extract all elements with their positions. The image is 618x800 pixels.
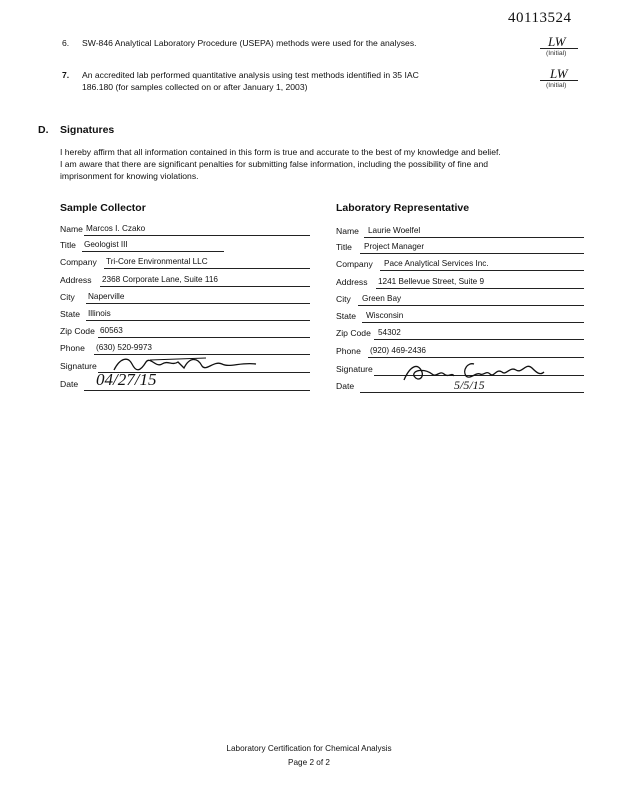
lab-date-line xyxy=(360,392,584,393)
lab-address-value: 1241 Bellevue Street, Suite 9 xyxy=(378,277,485,286)
collector-title-line xyxy=(82,251,224,252)
collector-address-label: Address xyxy=(60,275,92,285)
collector-name-line xyxy=(84,235,310,236)
collector-date-value: 04/27/15 xyxy=(96,370,157,389)
sample-collector-heading: Sample Collector xyxy=(60,202,146,214)
collector-zip-line xyxy=(98,337,310,338)
footer-page-number: Page 2 of 2 xyxy=(288,758,330,767)
collector-zip-value: 60563 xyxy=(100,326,123,335)
lab-name-label: Name xyxy=(336,226,359,236)
item-7-text-line1: An accredited lab performed quantitative analysis using test methods identified in 35 IAC xyxy=(82,70,419,80)
footer-title: Laboratory Certification for Chemical Analysis xyxy=(226,744,392,753)
collector-date-line xyxy=(84,390,310,391)
item-6-initials: LW xyxy=(548,34,566,49)
lab-name-value: Laurie Woelfel xyxy=(368,226,421,235)
collector-state-label: State xyxy=(60,309,81,319)
lab-company-label: Company xyxy=(336,259,373,269)
lab-state-line xyxy=(362,322,584,323)
collector-zip-label: Zip Code xyxy=(60,326,95,336)
lab-phone-label: Phone xyxy=(336,346,361,356)
lab-zip-value: 54302 xyxy=(378,328,401,337)
lab-date-value: 5/5/15 xyxy=(454,378,485,392)
lab-signature-label: Signature xyxy=(336,364,373,374)
collector-state-line xyxy=(86,320,310,321)
document-number-stamp: 40113524 xyxy=(508,10,572,26)
collector-name-value: Marcos I. Czako xyxy=(86,224,146,233)
collector-title-value: Geologist III xyxy=(84,240,128,249)
lab-company-value: Pace Analytical Services Inc. xyxy=(384,259,489,268)
collector-address-line xyxy=(100,286,310,287)
collector-company-label: Company xyxy=(60,257,97,267)
affirmation-line-3: imprisonment for knowing violations. xyxy=(60,171,199,181)
item-6-initial-label: (Initial) xyxy=(546,50,567,57)
lab-representative-heading: Laboratory Representative xyxy=(336,202,470,214)
lab-address-line xyxy=(376,288,584,289)
item-6-text: SW-846 Analytical Laboratory Procedure (USEPA) methods were used for the analyses. xyxy=(82,38,417,48)
lab-address-label: Address xyxy=(336,277,368,287)
item-7-number: 7. xyxy=(62,70,70,80)
item-7-initial-line xyxy=(540,80,578,81)
lab-state-label: State xyxy=(336,311,357,321)
lab-company-line xyxy=(380,270,584,271)
collector-address-value: 2368 Corporate Lane, Suite 116 xyxy=(102,275,218,284)
collector-city-label: City xyxy=(60,292,75,302)
lab-name-line xyxy=(364,237,584,238)
section-d-title: Signatures xyxy=(60,124,115,136)
item-7-initial-label: (Initial) xyxy=(546,82,567,89)
collector-title-label: Title xyxy=(60,240,76,250)
lab-city-value: Green Bay xyxy=(362,294,402,303)
lab-zip-label: Zip Code xyxy=(336,328,371,338)
lab-title-value: Project Manager xyxy=(364,242,425,251)
lab-city-line xyxy=(358,305,584,306)
collector-signature-label: Signature xyxy=(60,361,97,371)
collector-date-label: Date xyxy=(60,379,79,389)
item-7-text-line2: 186.180 (for samples collected on or after January 1, 2003) xyxy=(82,82,308,92)
lab-city-label: City xyxy=(336,294,351,304)
affirmation-line-2: I am aware that there are significant penalties for submitting false information, including the possibility of fine and xyxy=(60,159,489,169)
lab-title-line xyxy=(360,253,584,254)
lab-date-label: Date xyxy=(336,381,355,391)
item-6-number: 6. xyxy=(62,38,70,48)
collector-city-line xyxy=(86,303,310,304)
item-7-initials: LW xyxy=(550,66,568,81)
item-6-initial-line xyxy=(540,48,578,49)
collector-name-label: Name xyxy=(60,224,83,234)
collector-state-value: Illinois xyxy=(88,309,111,318)
collector-company-value: Tri-Core Environmental LLC xyxy=(106,257,208,266)
affirmation-line-1: I hereby affirm that all information contained in this form is true and accurate to the best of my knowledge and belief. xyxy=(60,147,501,157)
lab-zip-line xyxy=(374,339,584,340)
collector-company-line xyxy=(104,268,310,269)
lab-title-label: Title xyxy=(336,242,352,252)
collector-phone-label: Phone xyxy=(60,343,85,353)
lab-state-value: Wisconsin xyxy=(366,311,404,320)
collector-city-value: Naperville xyxy=(88,292,125,301)
collector-phone-value: (630) 520-9973 xyxy=(96,343,152,352)
lab-phone-value: (920) 469-2436 xyxy=(370,346,426,355)
section-d-letter: D. xyxy=(38,124,49,136)
